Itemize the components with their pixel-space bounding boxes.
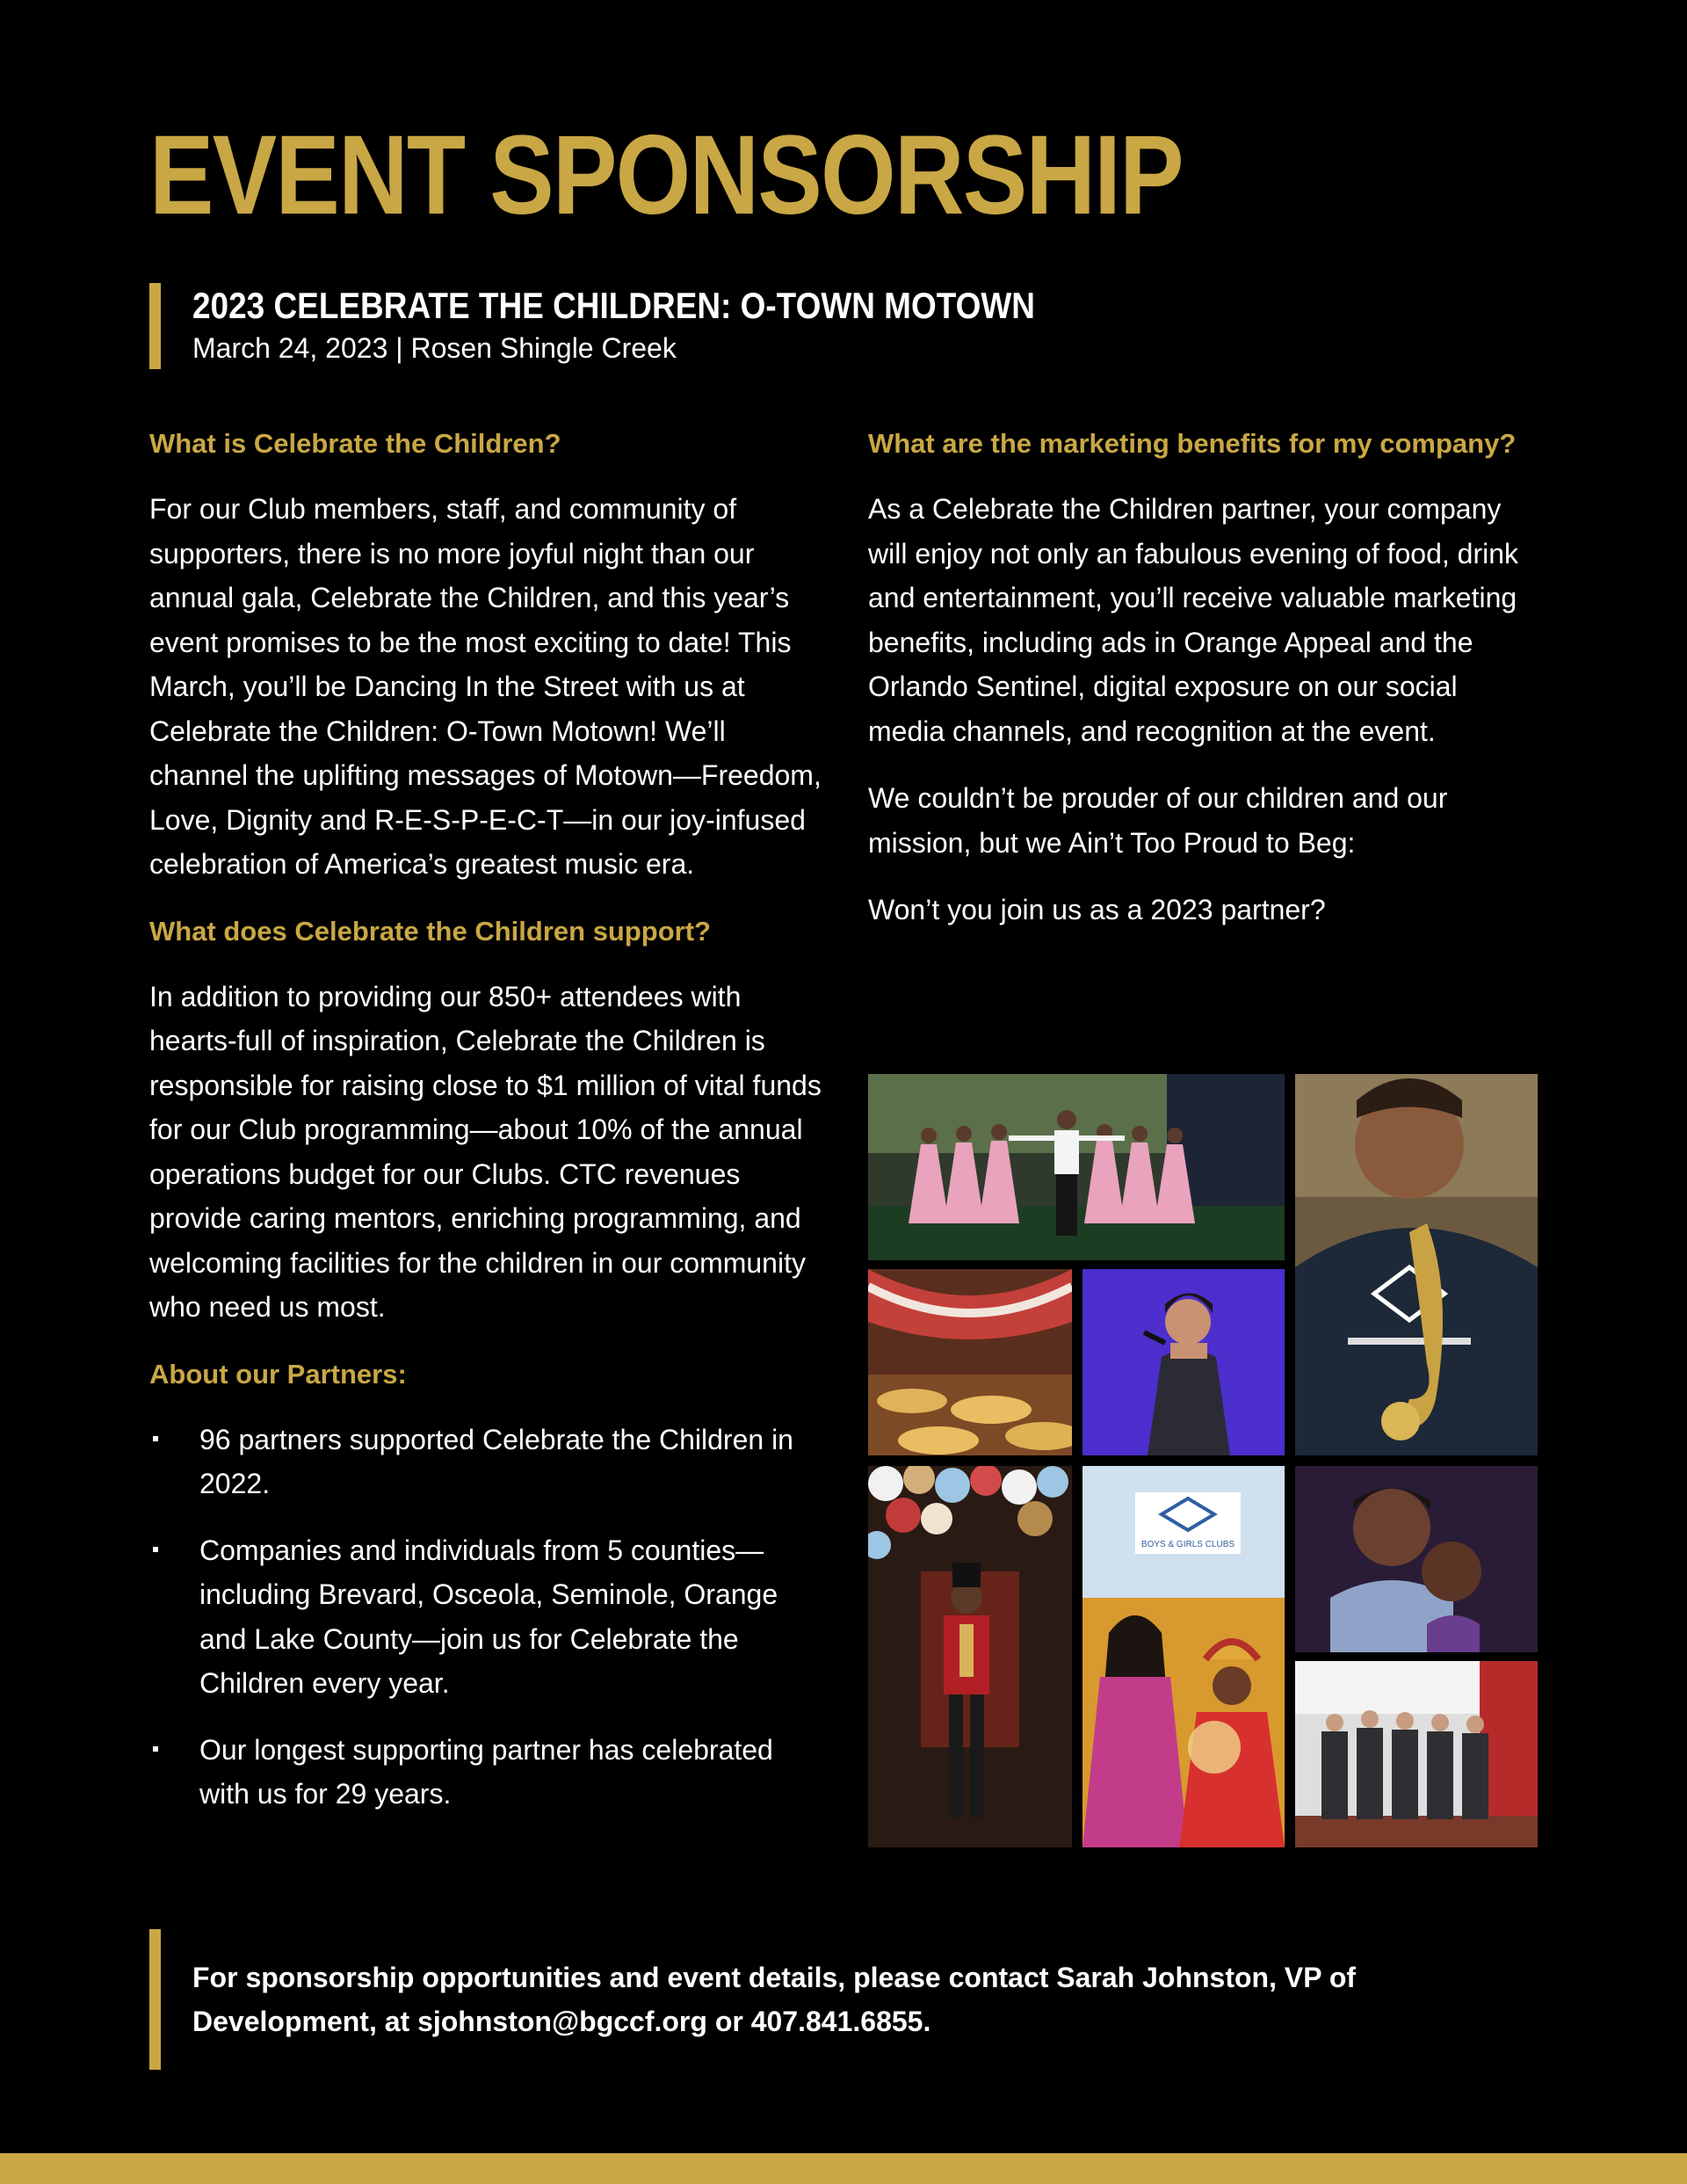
list-item	[149, 1528, 826, 1706]
question-marketing-benefits: What are the marketing benefits for my company?	[868, 428, 1517, 459]
heading-partners: About our Partners:	[149, 1358, 407, 1389]
contact-text: For sponsorship opportunities and event details, please contact Sarah Johnston, VP of Development, at sjohnston@bgccf.org or 407.841.6855.	[192, 1962, 1357, 2037]
answer-what-is: For our Club members, staff, and community of supporters, there is no more joyful night than our annual gala, Celebrate the Children, and this year’s event promises to be the most exciting to date! This March, you’ll be Dancing In the Street with us at Celebrate the Children: O-Town Motown! We’ll channel the uplifting messages of Motown—Freedom, Love, Dignity and R-E-S-P-E-C-T—in our joy-infused celebration of America’s greatest music era.	[149, 493, 822, 880]
banner-text: BOYS & GIRLS CLUBS	[1140, 1540, 1235, 1549]
partners-list	[149, 1418, 826, 1817]
photo-dancers	[868, 1074, 1285, 1260]
page-title: EVENT SPONSORSHIP	[149, 112, 1183, 238]
answer-what-supports: In addition to providing our 850+ attendees with hearts-full of inspiration, Celebrate the Children is responsible for raising close to $1 million of vital funds for our Club programming—about 10% of the annual operations budget for our Clubs. CTC revenues provide caring mentors, enriching programming, and welcoming facilities for the children in our community who need us most.	[149, 980, 822, 1323]
list-item-text: Our longest supporting partner has celebrated with us for 29 years.	[199, 1733, 773, 1810]
footer-bar	[0, 2153, 1687, 2184]
bullet-icon	[153, 1746, 158, 1752]
photo-boy-saxophone	[1295, 1074, 1538, 1455]
bullet-icon	[153, 1436, 158, 1441]
photo-girls-costumes	[1082, 1466, 1285, 1847]
photo-singer	[1082, 1269, 1285, 1455]
question-what-is: What is Celebrate the Children?	[149, 428, 561, 459]
list-item-text: 96 partners supported Celebrate the Children in 2022.	[199, 1423, 793, 1499]
photo-balloons-ringmaster	[868, 1466, 1072, 1847]
list-item-text: Companies and individuals from 5 counties—including Brevard, Osceola, Seminole, Orange and Lake County—join us for Celebrate the Children every year.	[199, 1534, 778, 1699]
event-date-venue: March 24, 2023 | Rosen Shingle Creek	[192, 332, 677, 364]
event-name: 2023 CELEBRATE THE CHILDREN: O-TOWN MOTOWN	[192, 285, 1035, 326]
pride-statement: We couldn’t be prouder of our children and our mission, but we Ain’t Too Proud to Beg:	[868, 782, 1448, 859]
list-item	[149, 1418, 826, 1506]
right-column	[868, 422, 1536, 955]
event-heading-block	[149, 283, 1150, 369]
bullet-icon	[153, 1547, 158, 1552]
question-what-supports: What does Celebrate the Children support?	[149, 915, 711, 947]
photo-ballroom	[868, 1269, 1072, 1455]
contact-callout	[149, 1929, 1423, 2070]
list-item	[149, 1728, 826, 1817]
left-column	[149, 422, 826, 1839]
join-question: Won’t you join us as a 2023 partner?	[868, 894, 1326, 925]
photo-award-group	[1295, 1661, 1538, 1847]
photo-two-kids	[1295, 1466, 1538, 1652]
answer-marketing-benefits: As a Celebrate the Children partner, your company will enjoy not only an fabulous evening of food, drink and entertainment, you’ll receive valuable marketing benefits, including ads in Orange Appeal and the Orlando Sentinel, digital exposure on our social media channels, and recognition at the event.	[868, 493, 1519, 747]
